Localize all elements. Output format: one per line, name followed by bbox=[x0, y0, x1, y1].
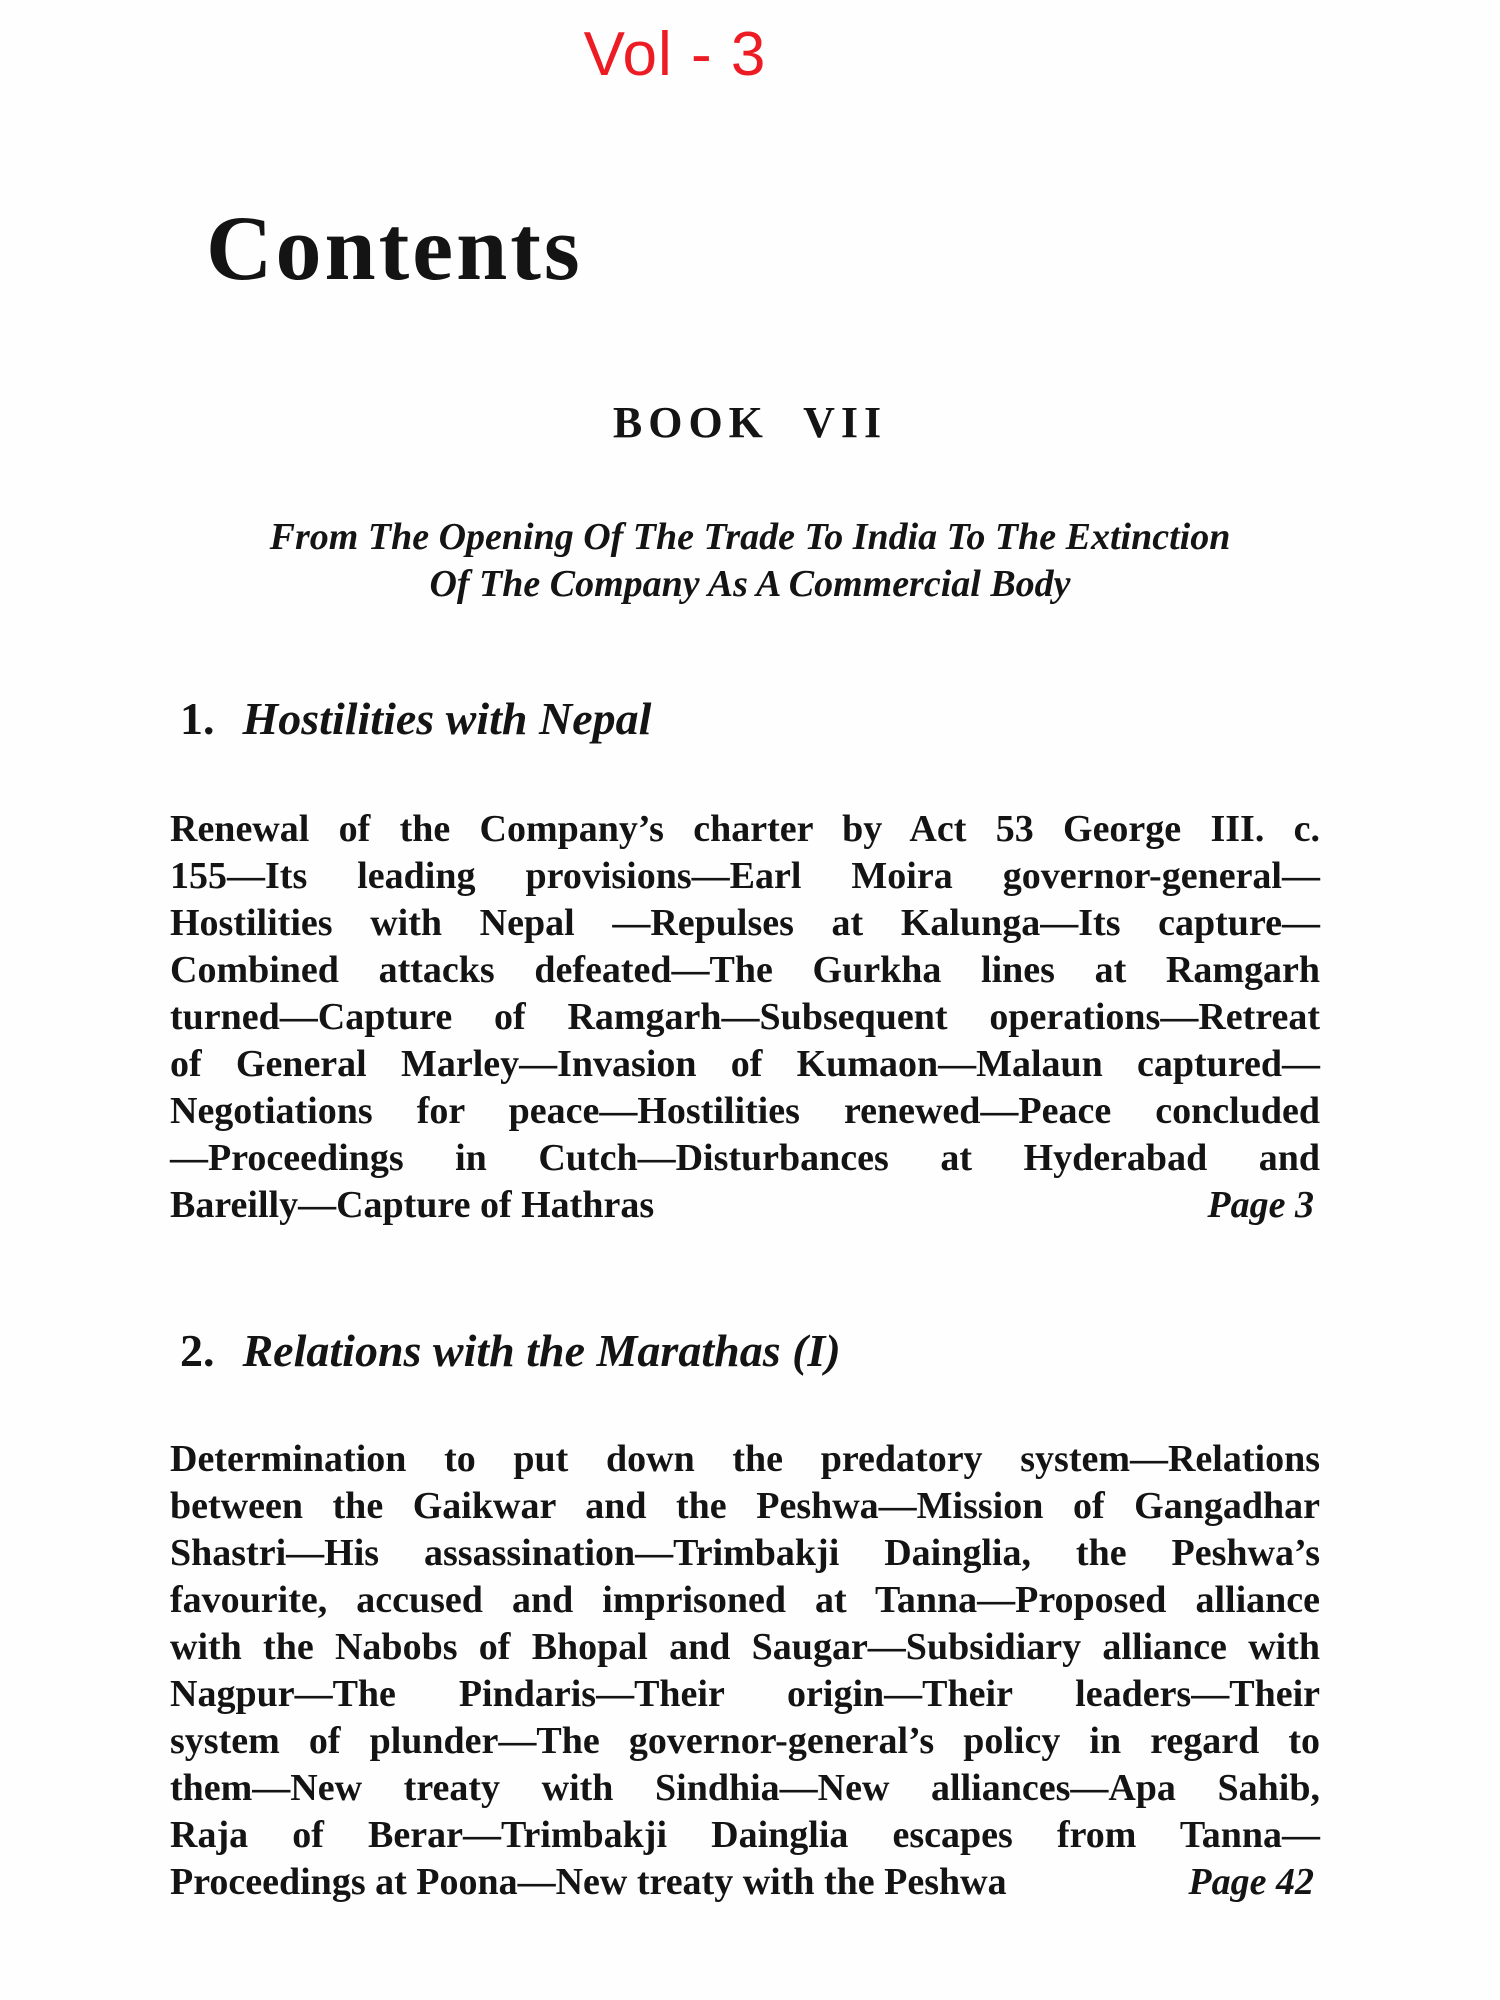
summary-line: Raja of Berar—Trimbakji Dainglia escapes from Tanna— bbox=[170, 1814, 1320, 1856]
summary-line: Shastri—His assassination—Trimbakji Dainglia, the Peshwa’s bbox=[170, 1532, 1320, 1574]
book-heading: BOOK VII bbox=[612, 398, 888, 447]
summary-line: Nagpur—The Pindaris—Their origin—Their leaders—Their bbox=[170, 1673, 1320, 1715]
subtitle-line-1: From The Opening Of The Trade To India To The Extinction bbox=[269, 516, 1231, 558]
summary-last-line bbox=[170, 1182, 1320, 1229]
section-2-heading bbox=[180, 1324, 841, 1377]
book-subtitle bbox=[160, 514, 1340, 608]
section-1-heading bbox=[180, 692, 651, 745]
summary-line: Negotiations for peace—Hostilities renewed—Peace concluded bbox=[170, 1090, 1320, 1132]
section-2-title: Relations with the Marathas (I) bbox=[242, 1325, 841, 1376]
summary-line: Renewal of the Company’s charter by Act 53 George III. c. bbox=[170, 808, 1320, 850]
section-1-number: 1. bbox=[180, 693, 215, 744]
volume-label: Vol - 3 bbox=[583, 20, 767, 89]
subtitle-line-2: Of The Company As A Commercial Body bbox=[429, 563, 1071, 605]
summary-line: Bareilly—Capture of Hathras bbox=[170, 1184, 655, 1226]
summary-line: them—New treaty with Sindhia—New alliances—Apa Sahib, bbox=[170, 1767, 1320, 1809]
summary-line: Determination to put down the predatory system—Relations bbox=[170, 1438, 1320, 1480]
summary-line: system of plunder—The governor-general’s policy in regard to bbox=[170, 1720, 1320, 1762]
page-reference: Page 42 bbox=[1188, 1861, 1314, 1903]
page-title: Contents bbox=[206, 197, 583, 299]
summary-line: Proceedings at Poona—New treaty with the Peshwa bbox=[170, 1861, 1007, 1903]
section-2-number: 2. bbox=[180, 1325, 215, 1376]
section-2-summary bbox=[170, 1436, 1320, 1906]
section-1-title: Hostilities with Nepal bbox=[242, 693, 652, 744]
summary-line: between the Gaikwar and the Peshwa—Mission of Gangadhar bbox=[170, 1485, 1320, 1527]
summary-line: Hostilities with Nepal —Repulses at Kalunga—Its capture— bbox=[170, 902, 1320, 944]
summary-line: favourite, accused and imprisoned at Tanna—Proposed alliance bbox=[170, 1579, 1320, 1621]
summary-line: turned—Capture of Ramgarh—Subsequent operations—Retreat bbox=[170, 996, 1320, 1038]
summary-line: Combined attacks defeated—The Gurkha lines at Ramgarh bbox=[170, 949, 1320, 991]
section-1-summary bbox=[170, 806, 1320, 1229]
summary-line: —Proceedings in Cutch—Disturbances at Hyderabad and bbox=[170, 1137, 1320, 1179]
summary-last-line bbox=[170, 1859, 1320, 1906]
page-reference: Page 3 bbox=[1207, 1184, 1314, 1226]
summary-line: of General Marley—Invasion of Kumaon—Malaun captured— bbox=[170, 1043, 1320, 1085]
summary-line: 155—Its leading provisions—Earl Moira governor-general— bbox=[170, 855, 1320, 897]
summary-line: with the Nabobs of Bhopal and Saugar—Subsidiary alliance with bbox=[170, 1626, 1320, 1668]
